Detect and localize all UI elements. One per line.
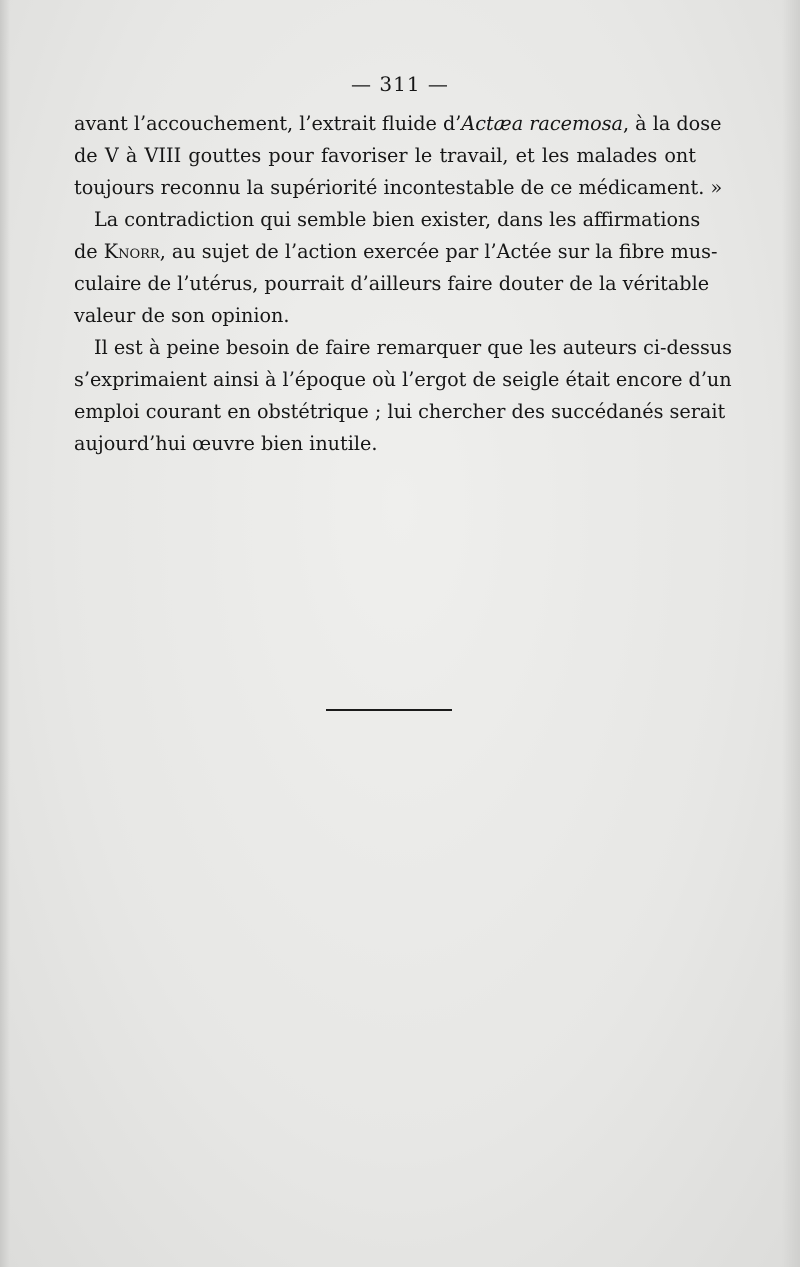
text-line: [74, 396, 726, 428]
text-run: , à la dose: [622, 112, 722, 135]
text-line: [74, 364, 732, 396]
paragraph: [74, 108, 723, 204]
author-name: Knorr: [103, 240, 160, 263]
paragraph: [74, 204, 718, 332]
text-run: s’exprimaient ainsi à l’époque où l’ergot de seigle était encore d’un: [74, 368, 732, 391]
page-edge-shadow-left: [0, 0, 10, 1267]
text-run: aujourd’hui œuvre bien inutile.: [74, 432, 378, 455]
text-line: [74, 268, 710, 300]
body-text: [74, 108, 732, 460]
section-end-rule: [326, 709, 452, 711]
text-run: toujours reconnu la supériorité incontestable de ce médicament. »: [74, 176, 723, 199]
text-line: [74, 108, 722, 140]
text-run: La contradiction qui semble bien exister, dans les affirmations: [94, 208, 701, 231]
text-run: emploi courant en obstétrique ; lui chercher des succédanés serait: [74, 400, 726, 423]
text-line: [74, 300, 696, 332]
page-number: — 311 —: [351, 72, 449, 96]
text-line: [74, 332, 732, 364]
text-run: de: [74, 240, 104, 263]
text-run: culaire de l’utérus, pourrait d’ailleurs faire douter de la véritable: [74, 272, 710, 295]
text-line: [74, 236, 718, 268]
text-run: valeur de son opinion.: [74, 304, 290, 327]
text-run: , au sujet de l’action exercée par l’Actée sur la fibre mus-: [159, 240, 718, 263]
text-line: [74, 140, 696, 172]
text-line: [74, 172, 723, 204]
italic-term: Actæa racemosa: [461, 112, 623, 135]
text-run: de V à VIII gouttes pour favoriser le travail, et les malades ont: [74, 144, 696, 167]
paragraph: [74, 332, 732, 460]
text-run: avant l’accouchement, l’extrait fluide d’: [74, 112, 462, 135]
text-line: [74, 428, 696, 460]
text-line: [74, 204, 701, 236]
page-edge-shadow-right: [782, 0, 800, 1267]
text-run: Il est à peine besoin de faire remarquer que les auteurs ci-dessus: [94, 336, 732, 359]
